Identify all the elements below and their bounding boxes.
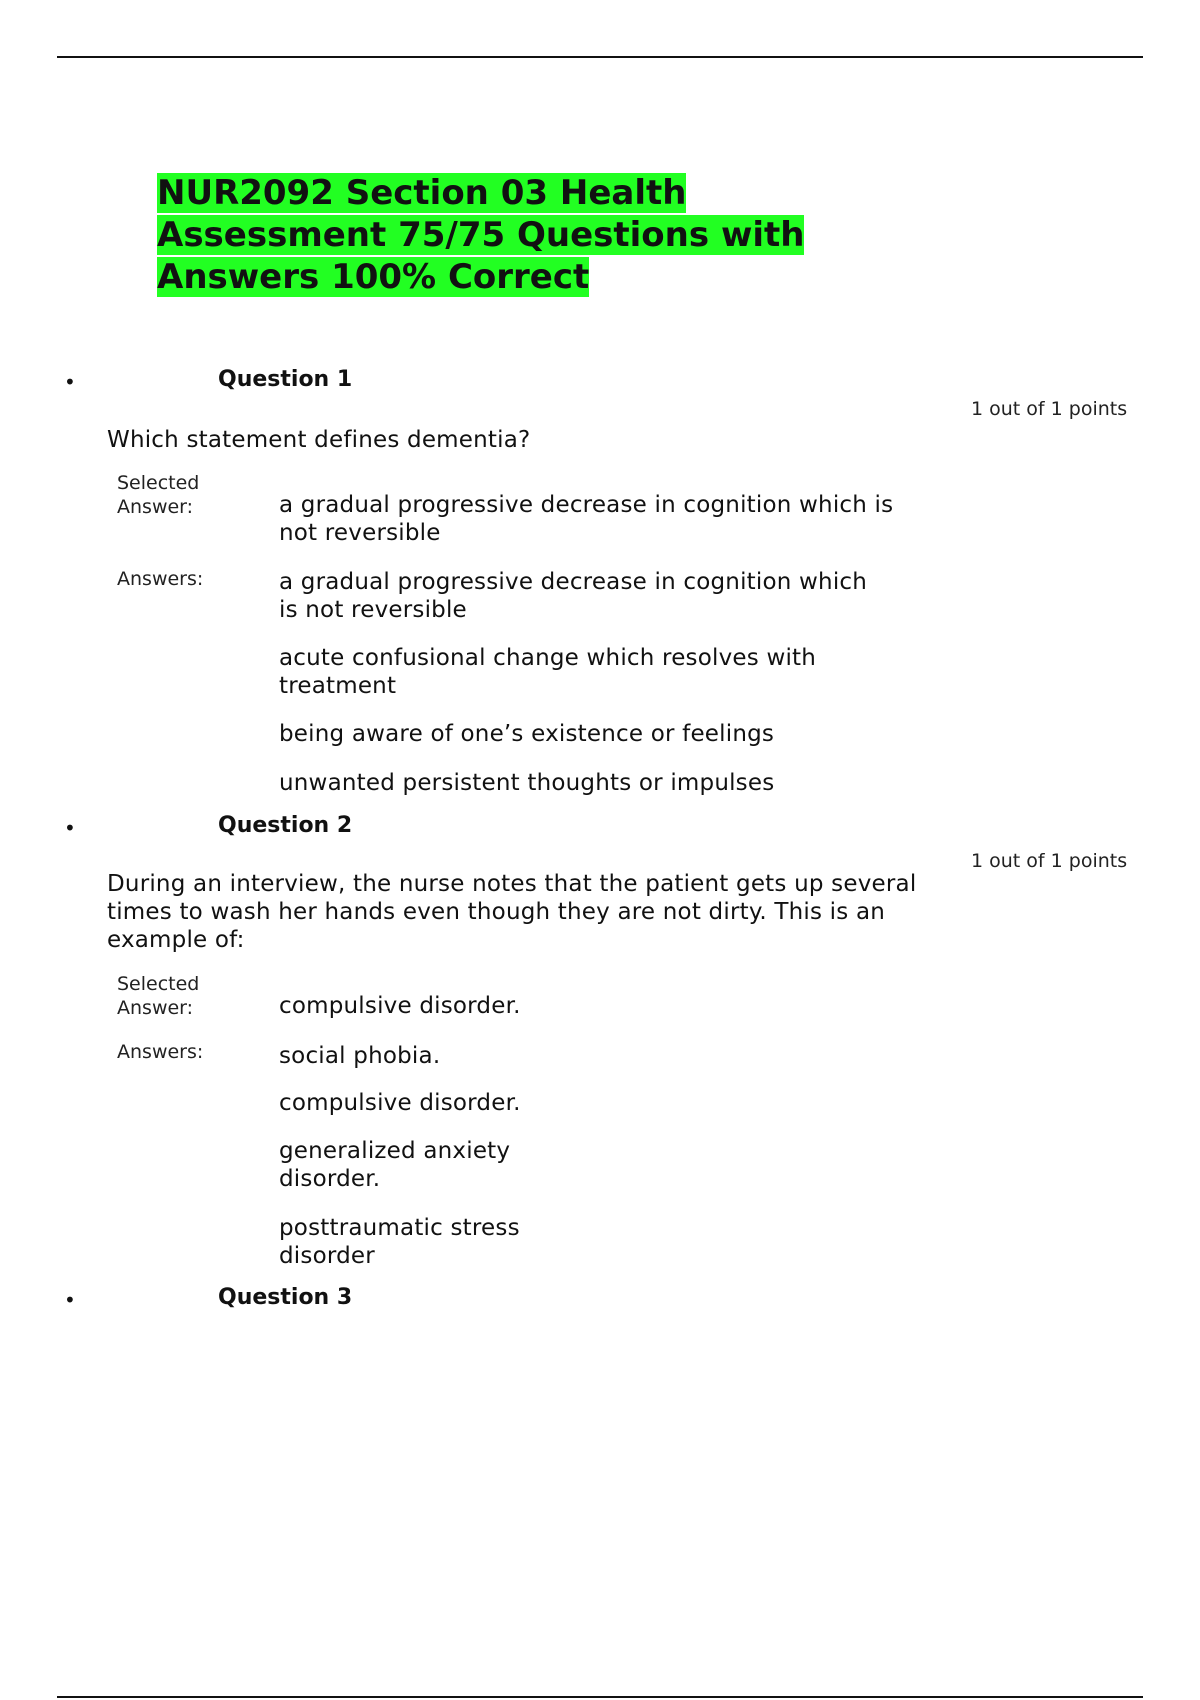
question-prompt: Which statement defines dementia? (107, 427, 531, 453)
question-heading: Question 1 (218, 367, 353, 392)
document-title (157, 172, 857, 298)
title-line-3: Answers 100% Correct (157, 257, 590, 297)
selected-answer: compulsive disorder. (279, 993, 521, 1019)
answers-label: Answers: (117, 568, 204, 590)
question-heading: Question 3 (218, 1285, 353, 1310)
bullet: • (64, 816, 76, 840)
answer-option: generalized anxiety disorder. (279, 1138, 511, 1192)
answer-option: unwanted persistent thoughts or impulses (279, 770, 775, 796)
answer-option: posttraumatic stress disorder (279, 1215, 520, 1269)
title-line-2: Assessment 75/75 Questions with (157, 215, 805, 255)
selected-answer-label: Selected Answer: (117, 973, 200, 1019)
bottom-rule (57, 1696, 1143, 1698)
answer-option: social phobia. (279, 1043, 441, 1069)
selected-answer-label: Selected Answer: (117, 472, 200, 518)
answers-label: Answers: (117, 1041, 204, 1063)
points-badge: 1 out of 1 points (971, 850, 1128, 872)
answer-option: compulsive disorder. (279, 1090, 521, 1116)
bullet: • (64, 370, 76, 394)
bullet: • (64, 1288, 76, 1312)
answer-option: being aware of one’s existence or feelings (279, 721, 775, 747)
question-prompt: During an interview, the nurse notes that the patient gets up several times to wash her hands even though they are not dirty. This is an example of: (107, 871, 917, 953)
question-heading: Question 2 (218, 813, 353, 838)
answer-option: a gradual progressive decrease in cognition which is not reversible (279, 569, 868, 623)
answer-option: acute confusional change which resolves with treatment (279, 645, 817, 699)
top-rule (57, 56, 1143, 58)
points-badge: 1 out of 1 points (971, 398, 1128, 420)
title-line-1: NUR2092 Section 03 Health (157, 173, 687, 213)
selected-answer: a gradual progressive decrease in cognition which is not reversible (279, 492, 894, 546)
